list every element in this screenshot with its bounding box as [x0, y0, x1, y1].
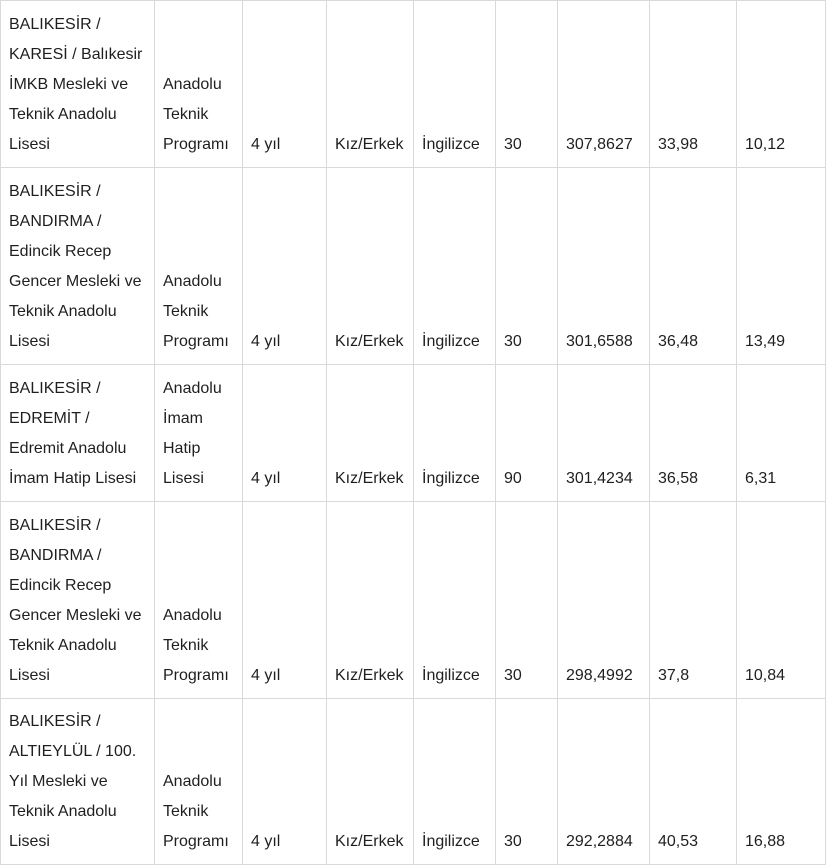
table-row	[1, 365, 826, 502]
quota-cell: 30	[496, 502, 558, 699]
table-row	[1, 502, 826, 699]
percentile-cell: 36,48	[650, 168, 737, 365]
school-name-cell: BALIKESİR / EDREMİT / Edremit Anadolu İmam Hatip Lisesi	[1, 365, 155, 502]
language-cell: İngilizce	[414, 365, 496, 502]
school-name-cell: BALIKESİR / BANDIRMA / Edincik Recep Gencer Mesleki ve Teknik Anadolu Lisesi	[1, 168, 155, 365]
gender-cell: Kız/Erkek	[327, 502, 414, 699]
rate-cell: 6,31	[737, 365, 826, 502]
percentile-cell: 40,53	[650, 699, 737, 865]
language-cell: İngilizce	[414, 502, 496, 699]
program-type-cell: Anadolu Teknik Programı	[155, 168, 243, 365]
duration-cell: 4 yıl	[243, 502, 327, 699]
language-cell: İngilizce	[414, 699, 496, 865]
score-cell: 307,8627	[558, 1, 650, 168]
gender-cell: Kız/Erkek	[327, 699, 414, 865]
rate-cell: 10,84	[737, 502, 826, 699]
quota-cell: 30	[496, 168, 558, 365]
duration-cell: 4 yıl	[243, 168, 327, 365]
quota-cell: 90	[496, 365, 558, 502]
school-name-cell: BALIKESİR / KARESİ / Balıkesir İMKB Mesleki ve Teknik Anadolu Lisesi	[1, 1, 155, 168]
rate-cell: 10,12	[737, 1, 826, 168]
percentile-cell: 37,8	[650, 502, 737, 699]
score-cell: 301,6588	[558, 168, 650, 365]
gender-cell: Kız/Erkek	[327, 168, 414, 365]
program-type-cell: Anadolu İmam Hatip Lisesi	[155, 365, 243, 502]
school-name-cell: BALIKESİR / BANDIRMA / Edincik Recep Gencer Mesleki ve Teknik Anadolu Lisesi	[1, 502, 155, 699]
program-type-cell: Anadolu Teknik Programı	[155, 1, 243, 168]
score-cell: 292,2884	[558, 699, 650, 865]
gender-cell: Kız/Erkek	[327, 1, 414, 168]
quota-cell: 30	[496, 1, 558, 168]
duration-cell: 4 yıl	[243, 1, 327, 168]
table-body	[1, 1, 826, 865]
program-type-cell: Anadolu Teknik Programı	[155, 502, 243, 699]
gender-cell: Kız/Erkek	[327, 365, 414, 502]
program-type-cell: Anadolu Teknik Programı	[155, 699, 243, 865]
rate-cell: 16,88	[737, 699, 826, 865]
score-cell: 298,4992	[558, 502, 650, 699]
language-cell: İngilizce	[414, 168, 496, 365]
percentile-cell: 33,98	[650, 1, 737, 168]
score-cell: 301,4234	[558, 365, 650, 502]
duration-cell: 4 yıl	[243, 699, 327, 865]
rate-cell: 13,49	[737, 168, 826, 365]
table-row	[1, 1, 826, 168]
quota-cell: 30	[496, 699, 558, 865]
percentile-cell: 36,58	[650, 365, 737, 502]
table-row	[1, 168, 826, 365]
school-name-cell: BALIKESİR / ALTIEYLÜL / 100. Yıl Mesleki ve Teknik Anadolu Lisesi	[1, 699, 155, 865]
language-cell: İngilizce	[414, 1, 496, 168]
table-row	[1, 699, 826, 865]
duration-cell: 4 yıl	[243, 365, 327, 502]
